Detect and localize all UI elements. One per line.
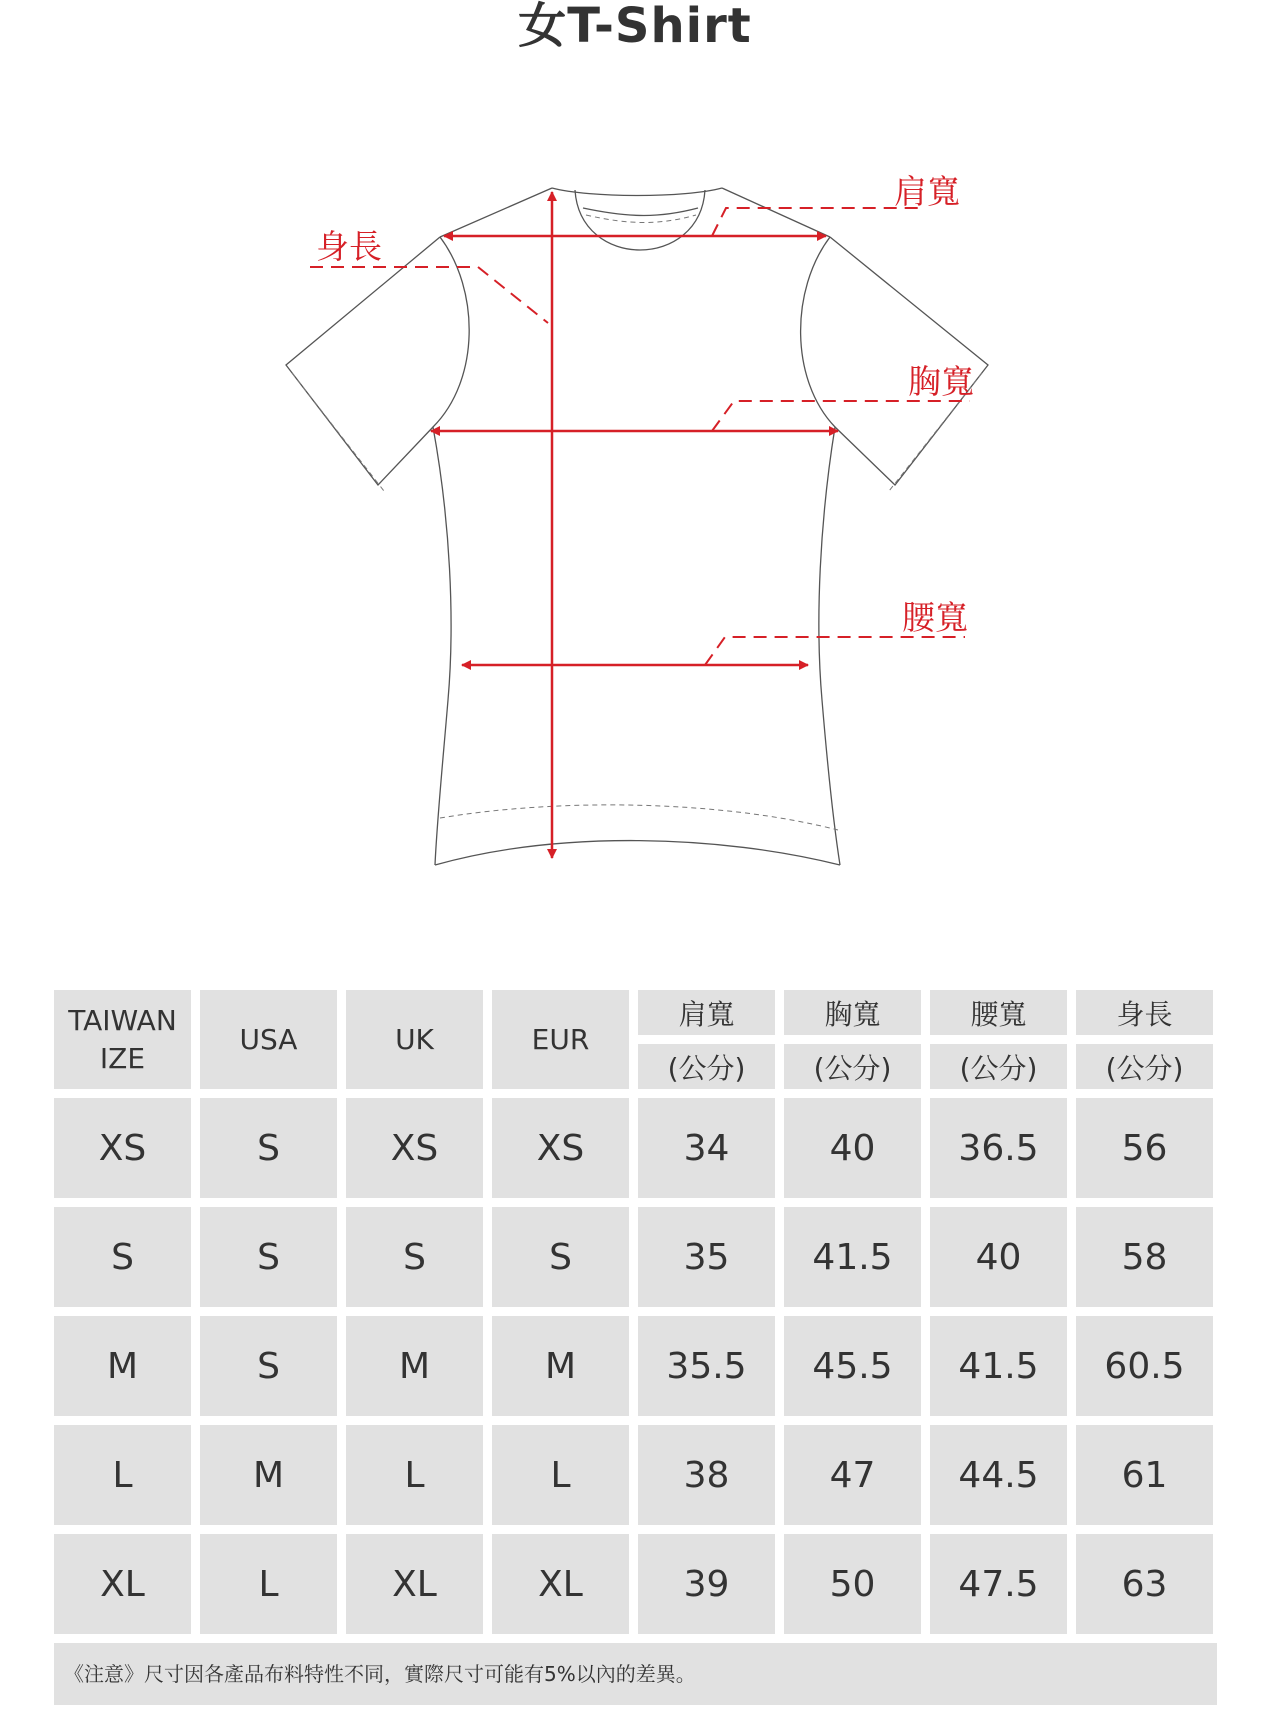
table-cell: 40: [784, 1098, 921, 1198]
unit-chest: (公分): [784, 1044, 921, 1089]
table-cell: L: [492, 1425, 629, 1525]
header-shoulder: 肩寬: [638, 990, 775, 1035]
table-cell: 34: [638, 1098, 775, 1198]
header-chest: 胸寬: [784, 990, 921, 1035]
header-length: 身長: [1076, 990, 1213, 1035]
table-cell: 35: [638, 1207, 775, 1307]
label-shoulder: 肩寬: [894, 172, 960, 211]
table-cell: 39: [638, 1534, 775, 1634]
table-header-row: [54, 990, 1213, 1035]
table-cell: L: [200, 1534, 337, 1634]
table-cell: 61: [1076, 1425, 1213, 1525]
table-cell: XL: [492, 1534, 629, 1634]
table-cell: 41.5: [784, 1207, 921, 1307]
size-chart-table: [45, 981, 1222, 1643]
table-row: [54, 1316, 1213, 1416]
table-cell: M: [54, 1316, 191, 1416]
table-cell: 38: [638, 1425, 775, 1525]
table-row: [54, 1098, 1213, 1198]
unit-length: (公分): [1076, 1044, 1213, 1089]
table-cell: S: [200, 1098, 337, 1198]
table-cell: S: [346, 1207, 483, 1307]
table-cell: S: [492, 1207, 629, 1307]
header-eur: EUR: [492, 990, 629, 1089]
table-cell: L: [346, 1425, 483, 1525]
table-cell: 50: [784, 1534, 921, 1634]
tshirt-stitching: [292, 215, 982, 830]
table-cell: 47.5: [930, 1534, 1067, 1634]
table-cell: 60.5: [1076, 1316, 1213, 1416]
table-cell: M: [346, 1316, 483, 1416]
measurement-arrows: [431, 192, 838, 858]
table-cell: 44.5: [930, 1425, 1067, 1525]
header-usa: USA: [200, 990, 337, 1089]
table-cell: 40: [930, 1207, 1067, 1307]
table-cell: L: [54, 1425, 191, 1525]
table-cell: 56: [1076, 1098, 1213, 1198]
header-uk: UK: [346, 990, 483, 1089]
table-cell: XS: [54, 1098, 191, 1198]
table-cell: M: [492, 1316, 629, 1416]
table-cell: 45.5: [784, 1316, 921, 1416]
table-cell: 47: [784, 1425, 921, 1525]
header-waist: 腰寬: [930, 990, 1067, 1035]
table-row: [54, 1425, 1213, 1525]
table-cell: XS: [492, 1098, 629, 1198]
table-cell: 58: [1076, 1207, 1213, 1307]
size-note: 《注意》尺寸因各產品布料特性不同，實際尺寸可能有5%以內的差異。: [54, 1643, 1217, 1705]
tshirt-outline: [286, 188, 988, 865]
label-waist: 腰寬: [902, 598, 968, 637]
table-cell: S: [200, 1316, 337, 1416]
table-row: [54, 1207, 1213, 1307]
label-length: 身長: [316, 227, 382, 266]
table-cell: 63: [1076, 1534, 1213, 1634]
table-cell: XS: [346, 1098, 483, 1198]
table-cell: XL: [346, 1534, 483, 1634]
table-cell: M: [200, 1425, 337, 1525]
label-chest: 胸寬: [908, 362, 974, 401]
unit-shoulder: (公分): [638, 1044, 775, 1089]
table-cell: XL: [54, 1534, 191, 1634]
unit-waist: (公分): [930, 1044, 1067, 1089]
table-row: [54, 1534, 1213, 1634]
page-title: 女T-Shirt: [518, 0, 752, 54]
table-cell: 35.5: [638, 1316, 775, 1416]
header-taiwan-size: TAIWAN IZE: [54, 990, 191, 1089]
table-cell: S: [54, 1207, 191, 1307]
table-cell: 36.5: [930, 1098, 1067, 1198]
leader-lines: [310, 208, 970, 665]
table-cell: 41.5: [930, 1316, 1067, 1416]
table-cell: S: [200, 1207, 337, 1307]
